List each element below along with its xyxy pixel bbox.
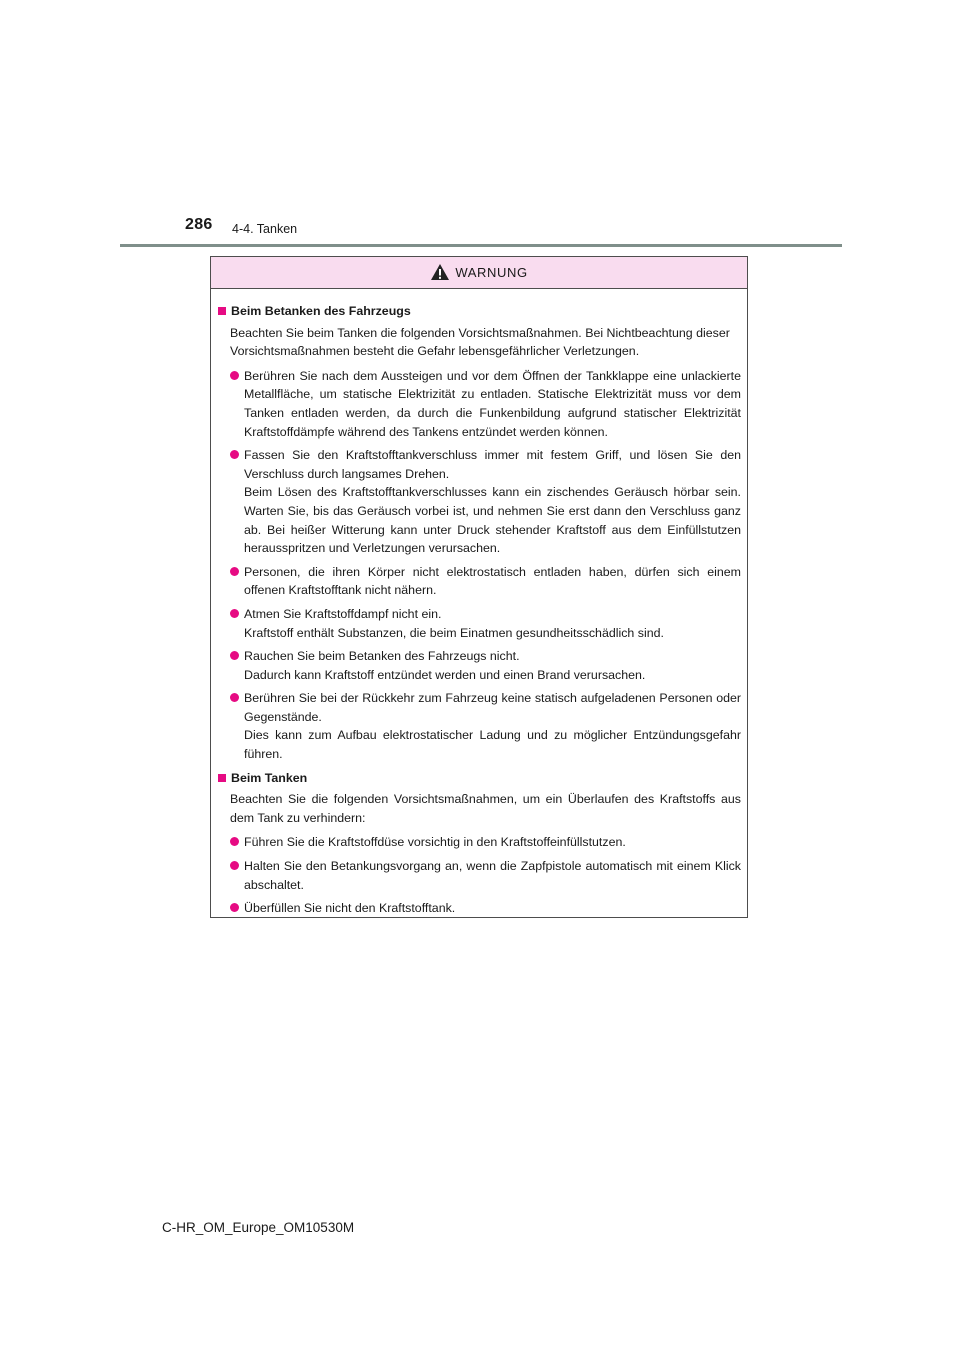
warning-triangle-icon bbox=[430, 263, 450, 281]
section-heading-text: Beim Betanken des Fahrzeugs bbox=[231, 304, 411, 318]
warning-header bbox=[211, 257, 747, 289]
list-item bbox=[230, 857, 741, 894]
document-code: C-HR_OM_Europe_OM10530M bbox=[162, 1220, 355, 1235]
round-bullet-icon bbox=[230, 693, 239, 702]
section-intro: Beachten Sie die folgenden Vorsichtsmaßnahmen, um ein Überlaufen des Kraftstoffs aus dem Tank zu verhindern: bbox=[230, 792, 741, 825]
round-bullet-icon bbox=[230, 609, 239, 618]
list-item bbox=[230, 647, 741, 684]
list-item bbox=[230, 446, 741, 558]
item-text: Atmen Sie Kraftstoffdampf nicht ein. bbox=[244, 606, 442, 621]
list-item bbox=[230, 689, 741, 763]
round-bullet-icon bbox=[230, 567, 239, 576]
item-text: Fassen Sie den Kraftstofftankverschluss immer mit festem Griff, und lösen Sie den Verschluss durch langsames Drehen. bbox=[244, 448, 741, 481]
item-text: Führen Sie die Kraftstoffdüse vorsichtig in den Kraftstoffeinfüllstutzen. bbox=[244, 835, 626, 850]
item-text: Berühren Sie nach dem Aussteigen und vor dem Öffnen der Tankklappe eine unlackierte Metallfläche, um statische Elektrizität zu entladen. Statische Elektrizität muss vor dem Tanken entladen werden, da durch die Funkenbildung aufgrund statischer Elektrizität Kraftstoffdämpfe während des Tankens entzündet werden können. bbox=[244, 368, 741, 439]
item-text-detail: Beim Lösen des Kraftstofftankverschlusses kann ein zischendes Geräusch hörbar sein. Warten Sie, bis das Geräusch vorbei ist, und nehmen Sie erst dann den Verschluss ganz ab. Bei heißer Witterung kann unter Druck stehender Kraftstoff aus dem Einfüllstutzen herausspritzen und Verletzungen verursachen. bbox=[244, 485, 741, 556]
warning-title: WARNUNG bbox=[455, 265, 528, 280]
page-number: 286 bbox=[185, 216, 213, 233]
section-heading bbox=[218, 769, 741, 788]
round-bullet-icon bbox=[230, 450, 239, 459]
item-text: Berühren Sie bei der Rückkehr zum Fahrzeug keine statisch aufgeladenen Personen oder Gegenstände. bbox=[244, 691, 741, 724]
round-bullet-icon bbox=[230, 837, 239, 846]
list-item bbox=[230, 605, 741, 642]
section-intro: Beachten Sie beim Tanken die folgenden Vorsichtsmaßnahmen. Bei Nichtbeachtung dieser Vorsichtsmaßnahmen besteht die Gefahr lebensgefährlicher Verletzungen. bbox=[230, 325, 730, 359]
round-bullet-icon bbox=[230, 371, 239, 380]
item-text: Halten Sie den Betankungsvorgang an, wenn die Zapfpistole automatisch mit einem Klick abschaltet. bbox=[244, 859, 741, 892]
section-heading bbox=[218, 302, 741, 321]
item-text: Überfüllen Sie nicht den Kraftstofftank. bbox=[244, 901, 456, 916]
section-heading-text: Beim Tanken bbox=[231, 770, 308, 785]
round-bullet-icon bbox=[230, 651, 239, 660]
item-text-detail: Dies kann zum Aufbau elektrostatischer Ladung und zu möglicher Entzündungsgefahr führen. bbox=[244, 728, 741, 762]
section-title: 4-4. Tanken bbox=[232, 222, 298, 236]
header-rule bbox=[120, 244, 842, 247]
item-text-detail: Dadurch kann Kraftstoff entzündet werden und einen Brand verursachen. bbox=[244, 667, 646, 682]
round-bullet-icon bbox=[230, 861, 239, 870]
warning-section bbox=[218, 769, 741, 918]
item-text-detail: Kraftstoff enthält Substanzen, die beim Einatmen gesundheitsschädlich sind. bbox=[244, 625, 664, 640]
warning-section bbox=[218, 302, 741, 764]
item-text: Personen, die ihren Körper nicht elektrostatisch entladen haben, dürfen sich einem offenen Kraftstofftank nicht nähern. bbox=[244, 564, 741, 598]
warning-body bbox=[211, 289, 747, 918]
list-item bbox=[230, 563, 741, 600]
warning-box bbox=[210, 256, 748, 918]
square-bullet-icon bbox=[218, 774, 226, 782]
list-item bbox=[230, 367, 741, 441]
list-item bbox=[230, 899, 741, 918]
list-item bbox=[230, 833, 741, 852]
square-bullet-icon bbox=[218, 307, 226, 315]
item-text: Rauchen Sie beim Betanken des Fahrzeugs nicht. bbox=[244, 649, 520, 664]
round-bullet-icon bbox=[230, 903, 239, 912]
